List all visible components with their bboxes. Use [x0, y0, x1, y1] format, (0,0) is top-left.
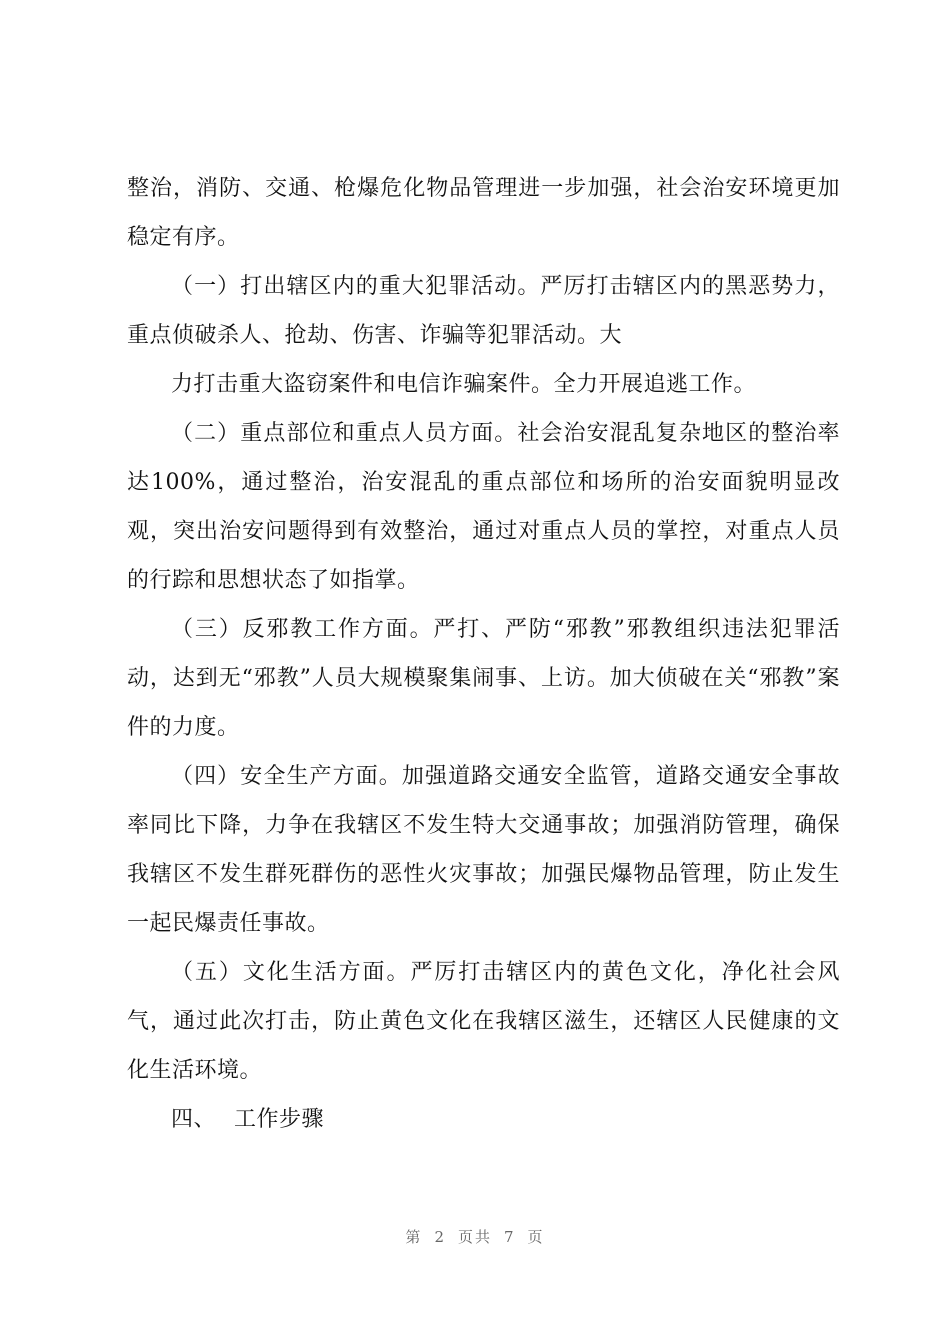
paragraph-item-1-continued: 力打击重大盗窃案件和电信诈骗案件。全力开展追逃工作。 [171, 372, 757, 397]
paragraph-continuation: 整治，消防、交通、枪爆危化物品管理进一步加强，社会治安环境更加稳定有序。 [127, 176, 840, 250]
paragraph-item-5: （五）文化生活方面。严厉打击辖区内的黄色文化，净化社会风气，通过此次打击，防止黄色文化在我辖区滋生，还辖区人民健康的文化生活环境。 [127, 960, 840, 1083]
footer-total-pages: 7 [504, 1228, 516, 1246]
footer-prefix: 第 [405, 1228, 423, 1246]
section-title: 工作步骤 [234, 1107, 325, 1132]
document-body [127, 164, 840, 1144]
paragraph-item-4: （四）安全生产方面。加强道路交通安全监管，道路交通安全事故率同比下降，力争在我辖区不发生特大交通事故；加强消防管理，确保我辖区不发生群死群伤的恶性火灾事故；加强民爆物品管理，防止发生一起民爆责任事故。 [127, 764, 840, 936]
footer-page-number: 2 [434, 1228, 446, 1246]
page-footer [0, 1226, 950, 1247]
footer-suffix: 页 [527, 1228, 545, 1246]
paragraph-item-1: （一）打出辖区内的重大犯罪活动。严厉打击辖区内的黑恶势力，重点侦破杀人、抢劫、伤害、诈骗等犯罪活动。大 [127, 274, 840, 348]
section-heading [127, 1095, 840, 1144]
paragraph-item-3: （三）反邪教工作方面。严打、严防“邪教”邪教组织违法犯罪活动，达到无“邪教”人员大规模聚集闹事、上访。加大侦破在关“邪教”案件的力度。 [127, 617, 840, 740]
footer-middle: 页共 [457, 1228, 492, 1246]
section-number: 四、 [171, 1107, 217, 1132]
paragraph-item-2: （二）重点部位和重点人员方面。社会治安混乱复杂地区的整治率达100%，通过整治，治安混乱的重点部位和场所的治安面貌明显改观，突出治安问题得到有效整治，通过对重点人员的掌控，对重点人员的行踪和思想状态了如指掌。 [127, 421, 840, 593]
